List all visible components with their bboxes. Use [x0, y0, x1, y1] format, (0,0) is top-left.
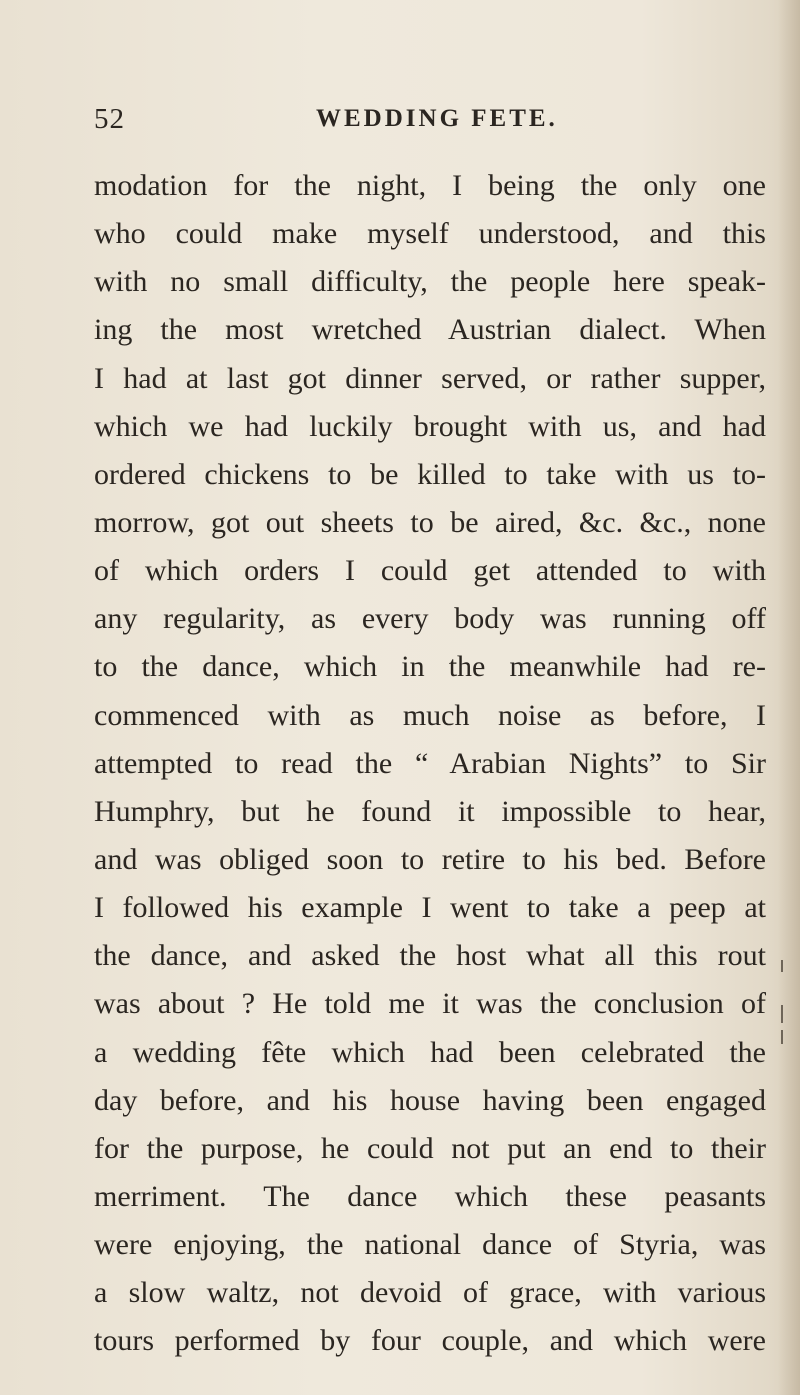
text-line: tours performed by four couple, and which were	[94, 1324, 766, 1358]
text-line: merriment. The dance which these peasants	[94, 1179, 766, 1213]
body-text	[94, 162, 766, 1366]
text-line: any regularity, as every body was running off	[94, 602, 766, 636]
text-line: ordered chickens to be killed to take with us to-	[94, 457, 766, 491]
text-line: and was obliged soon to retire to his bed. Before	[94, 842, 766, 876]
text-line: which we had luckily brought with us, and had	[94, 409, 766, 443]
text-line: the dance, and asked the host what all this rout	[94, 939, 766, 973]
text-line: a wedding fête which had been celebrated the	[94, 1035, 766, 1069]
text-line: I had at last got dinner served, or rather supper,	[94, 361, 766, 395]
text-line: day before, and his house having been engaged	[94, 1083, 766, 1117]
page-number: 52	[94, 103, 125, 135]
page-header	[94, 103, 754, 143]
text-line: with no small difficulty, the people here speak-	[94, 265, 766, 299]
page-edge-shadow	[778, 0, 800, 1395]
margin-mark	[781, 1030, 783, 1044]
text-line: modation for the night, I being the only one	[94, 169, 766, 202]
running-head: WEDDING FETE.	[316, 105, 558, 132]
text-line: who could make myself understood, and this	[94, 217, 766, 251]
text-line: was about ? He told me it was the conclusion of	[94, 987, 766, 1021]
margin-mark	[781, 960, 783, 972]
text-line: to the dance, which in the meanwhile had re-	[94, 650, 766, 684]
text-line: I followed his example I went to take a peep at	[94, 891, 766, 925]
margin-mark	[781, 1005, 783, 1023]
text-line: morrow, got out sheets to be aired, &c. &c., none	[94, 505, 766, 539]
text-line: a slow waltz, not devoid of grace, with various	[94, 1276, 766, 1310]
text-line: of which orders I could get attended to with	[94, 554, 766, 588]
text-line: were enjoying, the national dance of Styria, was	[94, 1228, 766, 1262]
text-line: ing the most wretched Austrian dialect. When	[94, 313, 766, 347]
text-line: commenced with as much noise as before, I	[94, 698, 766, 732]
text-line: Humphry, but he found it impossible to hear,	[94, 794, 766, 828]
text-line: for the purpose, he could not put an end to their	[94, 1131, 766, 1165]
text-line: attempted to read the “ Arabian Nights” to Sir	[94, 746, 766, 780]
